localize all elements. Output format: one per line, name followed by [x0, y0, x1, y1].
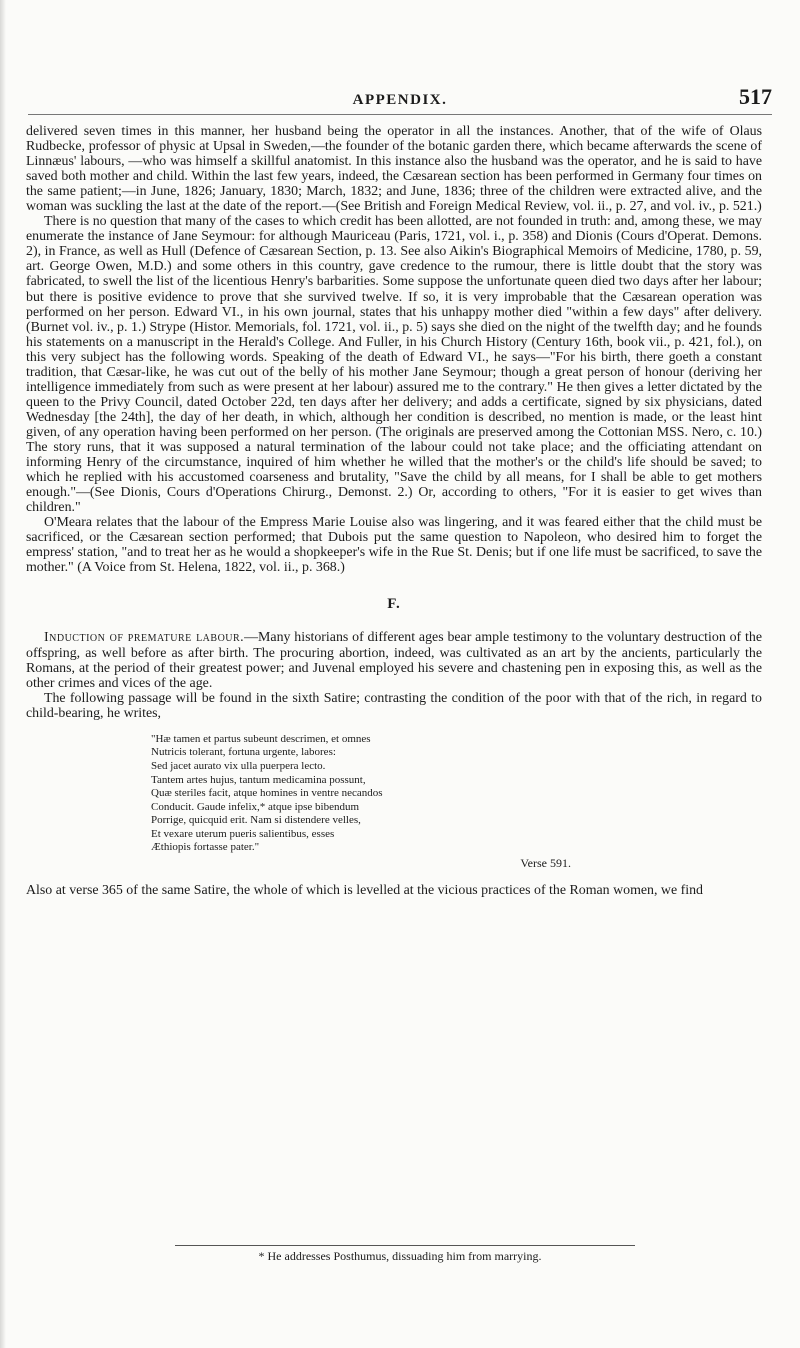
paragraph: O'Meara relates that the labour of the Empress Marie Louise also was lingering, and it was feared either that the child must be sacrificed, or the Cæsarean section performed; that Dubois put the same question to Napoleon, who desired him to forget the empress' station, "and to treat her as he would a shopkeeper's wife in the Rue St. Denis; but if one life must be sacrificed, to save the mother." (A Voice from St. Helena, 1822, vol. ii., p. 368.): [26, 515, 762, 576]
verse-line: Tantem artes hujus, tantum medicamina possunt,: [151, 773, 366, 786]
paragraph: There is no question that many of the cases to which credit has been allotted, are not founded in truth: and, among these, we may enumerate the instance of Jane Seymour: for although Mauriceau (Paris, 1721, vol. i., p. 358) and Dionis (Cours d'Operat. Demons. 2), in France, as well as Hull (Defence of Cæsarean Section, p. 13. See also Aikin's Biographical Memoirs of Medicine, 1780, p. 59, art. George Owen, M.D.) and some others in this country, gave credence to the rumour, there is little doubt that the story was fabricated, to swell the list of the licentious Henry's barbarities. Some suppose the unfortunate queen died two days after her labour; but there is positive evidence to prove that she survived twelve. If so, it is very improbable that the Cæsarean operation was performed on her person. Edward VI., in his own journal, states that his unhappy mother died "within a few days" after delivery. (Burnet vol. iv., p. 1.) Strype (Histor. Memorials, fol. 1721, vol. ii., p. 5) says she died on the night of the twelfth day; and he founds his statements on a manuscript in the Herald's College. And Fuller, in his Church History (Century 16th, book vii., p. 421, fol.), on this very subject has the following words. Speaking of the death of Edward VI., he says—"For his birth, there goeth a constant tradition, that Cæsar-like, he was cut out of the belly of his mother Jane Seymour; though a great person of honour (deriving her intelligence immediately from such as were present at her labour) assured me to the contrary." He then gives a letter dictated by the queen to the Privy Council, dated October 22d, ten days after her delivery; and adds a certificate, signed by six physicians, dated Wednesday [the 24th], the day of her death, in which, although her condition is described, no mention is made, or the least hint given, of any operation having been performed on her person. (The originals are preserved among the Cottonian MSS. Nero, c. 10.) The story runs, that it was supposed a natural termination of the labour could not take place; and the officiating attendant on informing Henry of the circumstance, inquired of him whether he willed that the mother's or the child's life should be saved; to which he replied with his accustomed coarseness and brutality, "Save the child by all means, for I shall be able to get mothers enough."—(See Dionis, Cours d'Operations Chirurg., Demonst. 2.) Or, according to others, "For it is easier to get wives than children.": [26, 214, 762, 516]
body-text: [26, 124, 762, 898]
section-paragraph-text: —Many historians of different ages bear ample testimony to the voluntary destruction of the offspring, as well before as after birth. The procuring abortion, indeed, was cultivated as an art by the ancients, particularly the Romans, at the period of their greatest power; and Juvenal employed his severe and chastening pen in exposing this, as well as the other crimes and vices of the age.: [26, 630, 762, 691]
page-number: 517: [739, 84, 772, 109]
verse-line: Nutricis tolerant, fortuna urgente, labores:: [151, 746, 336, 759]
footnote-divider: [175, 1245, 635, 1246]
paragraph: delivered seven times in this manner, her husband being the operator in all the instances. Another, that of the wife of Olaus Rudbecke, professor of physic at Upsal in Sweden,—the founder of the botanic garden there, which became afterwards the scene of Linnæus' labours, —who was himself a skillful anatomist. In this instance also the husband was the operator, and he is said to have saved both mother and child. Within the last few years, indeed, the Cæsarean section has been performed in Germany four times on the same patient;—in June, 1826; January, 1830; March, 1832; and June, 1836; three of the children were extracted alive, and the woman was suckling the last at the date of the report.—(See British and Foreign Medical Review, vol. ii., p. 27, and vol. iv., p. 521.): [26, 124, 762, 215]
section-paragraph: [26, 630, 762, 690]
verse-line: Porrige, quicquid erit. Nam si distendere velles,: [151, 814, 361, 827]
latin-verse-quote: [151, 733, 571, 871]
footnote: * He addresses Posthumus, dissuading him from marrying.: [258, 1249, 542, 1263]
verse-line: Sed jacet aurato vix ulla puerpera lecto.: [151, 759, 326, 772]
running-head: APPENDIX.: [352, 92, 448, 108]
verse-line: Conducit. Gaude infelix,* atque ipse bibendum: [151, 800, 360, 813]
section-lead-caps: Induction of premature labour.: [44, 630, 245, 646]
verse-reference: Verse 591.: [520, 856, 571, 871]
verse-line: Et vexare uterum pueris salientibus, esses: [151, 827, 335, 840]
verse-line: "Hæ tamen et partus subeunt descrimen, et omnes: [151, 732, 371, 745]
page-header: [28, 84, 772, 115]
section-heading: F.: [387, 596, 401, 613]
page-binding-shadow: [0, 0, 6, 1348]
section-paragraph: Also at verse 365 of the same Satire, the whole of which is levelled at the vicious practices of the Roman women, we find: [26, 882, 703, 898]
section-paragraph: The following passage will be found in the sixth Satire; contrasting the condition of the poor with that of the rich, in regard to child-bearing, he writes,: [26, 690, 762, 721]
verse-line: Æthiopis fortasse pater.": [151, 841, 260, 854]
verse-line: Quæ steriles facit, atque homines in ventre necandos: [151, 787, 383, 800]
